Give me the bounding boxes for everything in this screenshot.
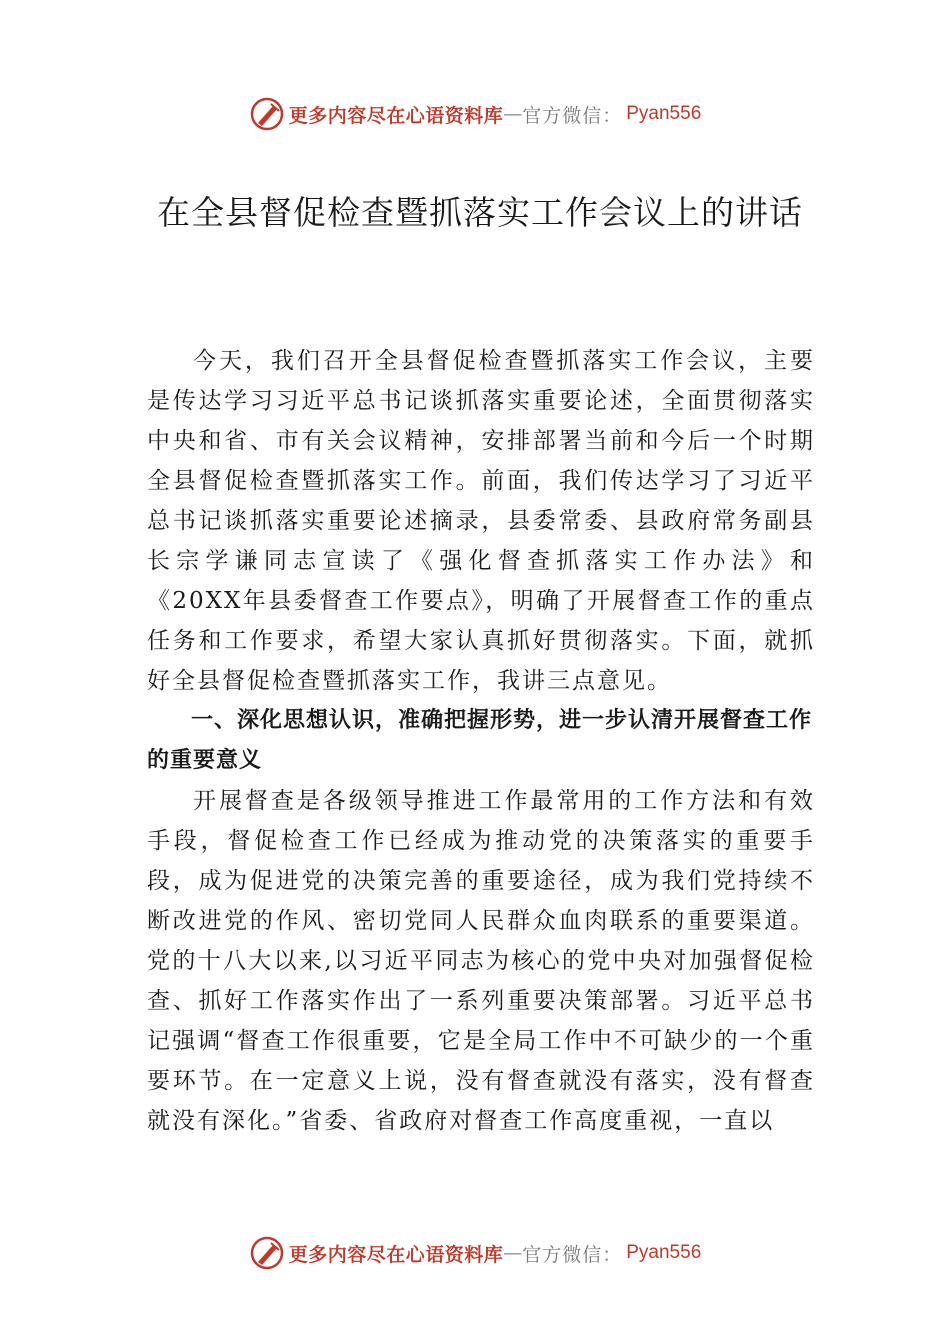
header-banner [0,94,950,134]
banner-dash: — [503,103,523,125]
section-heading: 一、深化思想认识，准确把握形势，进一步认清开展督查工作的重要意义 [147,708,813,773]
banner-brand: 更多内容尽在心语资料库 [288,104,504,127]
paragraph: 开展督查是各级领导推进工作最常用的工作方法和有效手段，督促检查工作已经成为推动党的决策落实的重要手段，成为促进党的决策完善的重要途径，成为我们党持续不断改进党的作风、密切党同人民群众血肉联系的重要渠道。党的十八大以来,以习近平同志为核心的党中央对加强督促检查、抓好工作落实作出了一系列重要决策部署。习近平总书记强调“督查工作很重要，它是全局工作中不可缺少的一个重要环节。在一定意义上说，没有督查就没有落实，没有督查就没有深化。”省委、省政府对督查工作高度重视，一直以 [147,788,815,1134]
banner-official: 官方微信： [522,104,623,127]
document-body [147,341,815,1141]
banner-official: 官方微信： [522,1243,623,1266]
paragraph: 今天，我们召开全县督促检查暨抓落实工作会议，主要是传达学习习近平总书记谈抓落实重要论述，全面贯彻落实中央和省、市有关会议精神，安排部署当前和今后一个时期全县督促检查暨抓落实工作。前面，我们传达学习了习近平总书记谈抓落实重要论述摘录，县委常委、县政府常务副县长宗学谦同志宣读了《强化督查抓落实工作办法》和《20XX年县委督查工作要点》，明确了开展督查工作的重点任务和工作要求，希望大家认真抓好贯彻落实。下面，就抓好全县督促检查暨抓落实工作，我讲三点意见。 [147,348,815,694]
banner-brand: 更多内容尽在心语资料库 [288,1243,504,1266]
banner-wechat-id: Pyan556 [626,1242,702,1263]
pen-logo-icon [249,1235,285,1271]
banner-wechat-id: Pyan556 [626,103,702,124]
banner-dash: — [503,1242,523,1264]
pen-logo-icon [249,96,285,132]
document-title: 在全县督促检查暨抓落实工作会议上的讲话 [157,193,803,232]
footer-banner [0,1233,950,1273]
